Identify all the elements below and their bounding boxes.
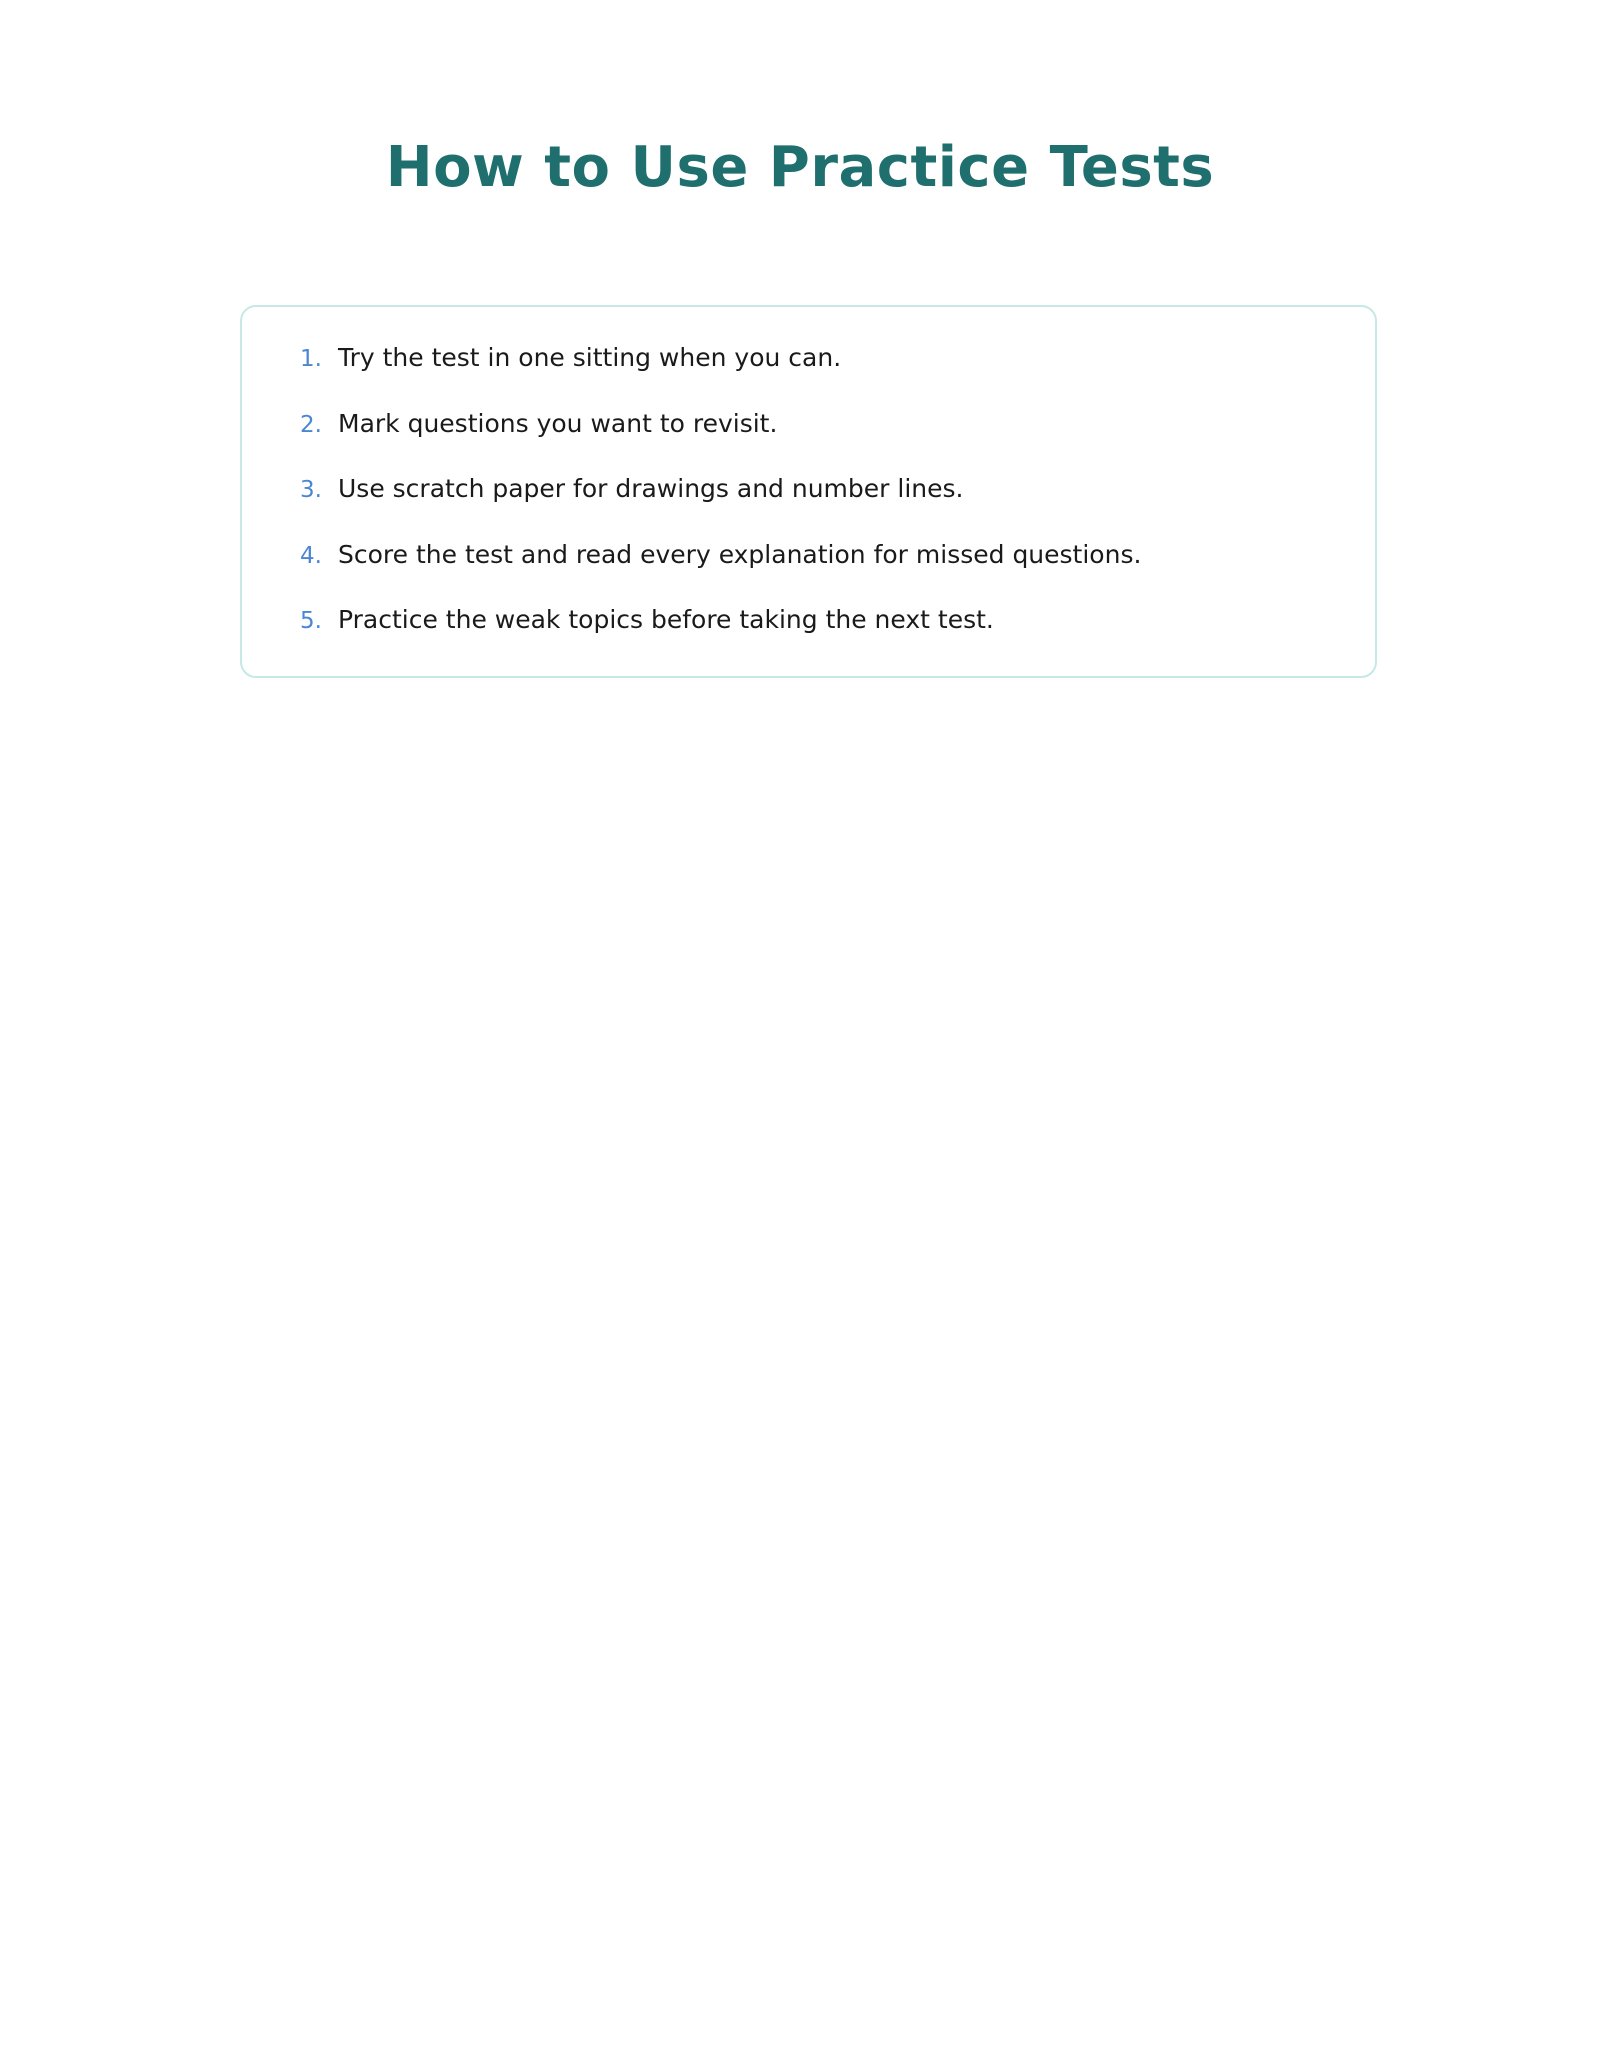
step-number: 5. [300,608,322,634]
step-number: 3. [300,477,322,503]
steps-list [292,343,1335,671]
list-item [292,409,1335,475]
page-title: How to Use Practice Tests [385,135,1215,200]
step-text: Try the test in one sitting when you can. [338,343,842,372]
step-number: 1. [300,346,322,372]
steps-card [240,305,1377,678]
list-item [292,343,1335,409]
step-text: Mark questions you want to revisit. [338,408,778,438]
step-number: 4. [300,542,322,569]
step-text: Practice the weak topics before taking the next test. [338,605,994,634]
step-text: Use scratch paper for drawings and number lines. [338,474,964,503]
list-item [292,474,1335,540]
list-item [292,540,1335,606]
step-number: 2. [300,411,322,438]
step-text: Score the test and read every explanation for missed questions. [338,539,1142,569]
list-item [292,605,1335,671]
